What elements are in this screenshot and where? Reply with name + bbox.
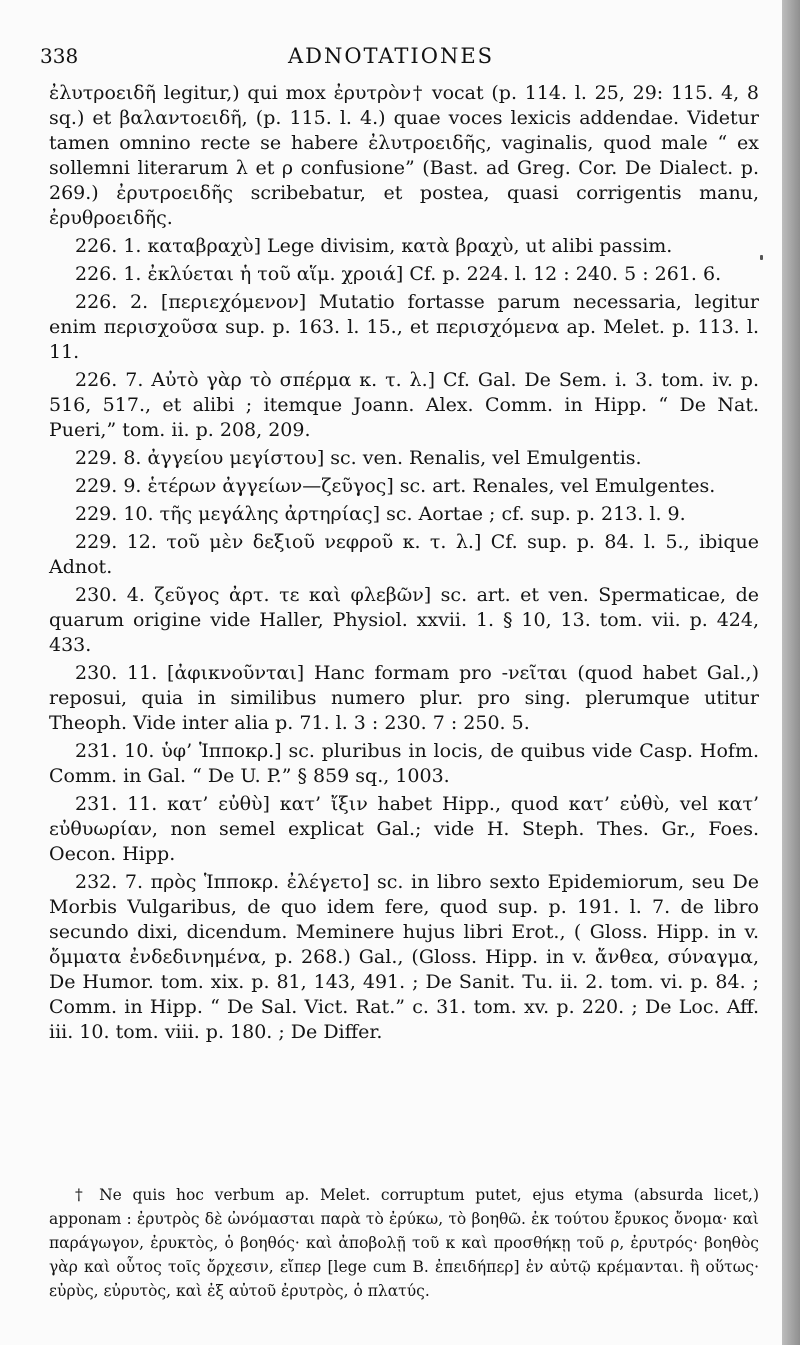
annotation-entry: 226. 1. καταβραχὺ] Lege divisim, κατὰ βραχὺ, ut alibi passim.	[75, 235, 673, 257]
page-edge-shadow	[782, 0, 800, 1345]
annotation-entry: 226. 7. Αὐτὸ γὰρ τὸ σπέρμα κ. τ. λ.] Cf. Gal. De Sem. i. 3. tom. iv. p. 516, 517., et alibi ; itemque Joann. Alex. Comm. in Hipp. “ De Nat. Pueri,” tom. ii. p. 208, 209.	[49, 369, 759, 441]
running-header	[0, 44, 782, 74]
annotation-entry: 230. 11. [ἀφικνοῦνται] Hanc formam pro -νεῖται (quod habet Gal.,) reposui, quia in similibus numero plur. pro sing. plerumque utitur Theoph. Vide inter alia p. 71. l. 3 : 230. 7 : 250. 5.	[49, 662, 759, 734]
annotation-entry: 226. 1. ἐκλύεται ἡ τοῦ αἵμ. χροιά] Cf. p. 224. l. 12 : 240. 5 : 261. 6.	[75, 263, 722, 285]
annotation-entry: 229. 8. ἀγγείου μεγίστου] sc. ven. Renalis, vel Emulgentis.	[75, 447, 642, 469]
annotation-text	[49, 81, 759, 1048]
footnote	[49, 1183, 759, 1303]
page-number: 338	[40, 44, 79, 68]
print-speck	[760, 255, 763, 260]
annotation-entry: 229. 12. τοῦ μὲν δεξιοῦ νεφροῦ κ. τ. λ.] Cf. sup. p. 84. l. 5., ibique Adnot.	[49, 531, 759, 578]
annotation-entry: 231. 11. κατ’ εὐθὺ] κατ’ ἴξιν habet Hipp., quod κατ’ εὐθὺ, vel κατ’ εὐθυωρίαν, non semel explicat Gal.; vide H. Steph. Thes. Gr., Foes. Oecon. Hipp.	[49, 793, 759, 865]
annotation-entry: 230. 4. ζεῦγος ἀρτ. τε καὶ φλεβῶν] sc. art. et ven. Spermaticae, de quarum origine vide Haller, Physiol. xxvii. 1. § 10, 13. tom. vii. p. 424, 433.	[49, 584, 759, 656]
annotation-entry: 229. 10. τῆς μεγάλης ἀρτηρίας] sc. Aortae ; cf. sup. p. 213. l. 9.	[75, 503, 686, 525]
annotation-entry: 232. 7. πρὸς Ἱπποκρ. ἐλέγετο] sc. in libro sexto Epidemiorum, seu De Morbis Vulgaribus, de quo idem fere, quod sup. p. 191. l. 7. de libro secundo dixi, dicendum. Meminere hujus libri Erot., ( Gloss. Hipp. in v. ὄμματα ἐνδεδινημένα, p. 268.) Gal., (Gloss. Hipp. in v. ἄνθεα, σύναγμα, De Humor. tom. xix. p. 81, 143, 491. ; De Sanit. Tu. ii. 2. tom. vi. p. 84. ; Comm. in Hipp. “ De Sal. Vict. Rat.” c. 31. tom. xv. p. 220. ; De Loc. Aff. iii. 10. tom. viii. p. 180. ; De Differ.	[49, 871, 759, 1043]
running-title: ADNOTATIONES	[287, 44, 495, 68]
annotation-entry: 226. 2. [περιεχόμενον] Mutatio fortasse parum necessaria, legitur enim περισχοῦσα sup. p. 163. l. 15., et περισχόμενα ap. Melet. p. 113. l. 11.	[49, 291, 759, 363]
footnote-text: † Ne quis hoc verbum ap. Melet. corruptum putet, ejus etyma (absurda licet,) apponam : ἐρυτρὸς δὲ ὠνόμασται παρὰ τὸ ἐρύκω, τὸ βοηθῶ. ἐκ τούτου ἔρυκος ὄνομα· καὶ παράγωγον, ἐρυκτὸς, ὁ βοηθός· καὶ ἀποβολῇ τοῦ κ καὶ προσθήκῃ τοῦ ρ, ἐρυτρός· βοηθὸς γὰρ καὶ οὗτος τοῖς ὄρχεσιν, εἴπερ [lege cum B. ἐπειδήπερ] ἐν αὐτῷ κρέμανται. ἢ οὕτως· εὐρὺς, εὐρυτὸς, καὶ ἐξ αὐτοῦ ἐρυτρὸς, ὁ πλατύς.	[49, 1186, 759, 1300]
annotation-entry: 229. 9. ἑτέρων ἀγγείων—ζεῦγος] sc. art. Renales, vel Emulgentes.	[75, 475, 716, 497]
annotation-entry: 231. 10. ὑφ’ Ἱπποκρ.] sc. pluribus in locis, de quibus vide Casp. Hofm. Comm. in Gal. “ De U. P.” § 859 sq., 1003.	[49, 740, 759, 787]
paragraph: ἐλυτροειδῆ legitur,) qui mox ἐρυτρὸν† vocat (p. 114. l. 25, 29: 115. 4, 8 sq.) et βαλαντοειδῆ, (p. 115. l. 4.) quae voces lexicis addendae. Videtur tamen omnino recte se habere ἐλυτροειδῆς, vaginalis, quod male “ ex sollemni literarum λ et ρ confusione” (Bast. ad Greg. Cor. De Dialect. p. 269.) ἐρυτροειδῆς scribebatur, et postea, quasi corrigentis manu, ἐρυθροειδῆς.	[49, 82, 759, 229]
